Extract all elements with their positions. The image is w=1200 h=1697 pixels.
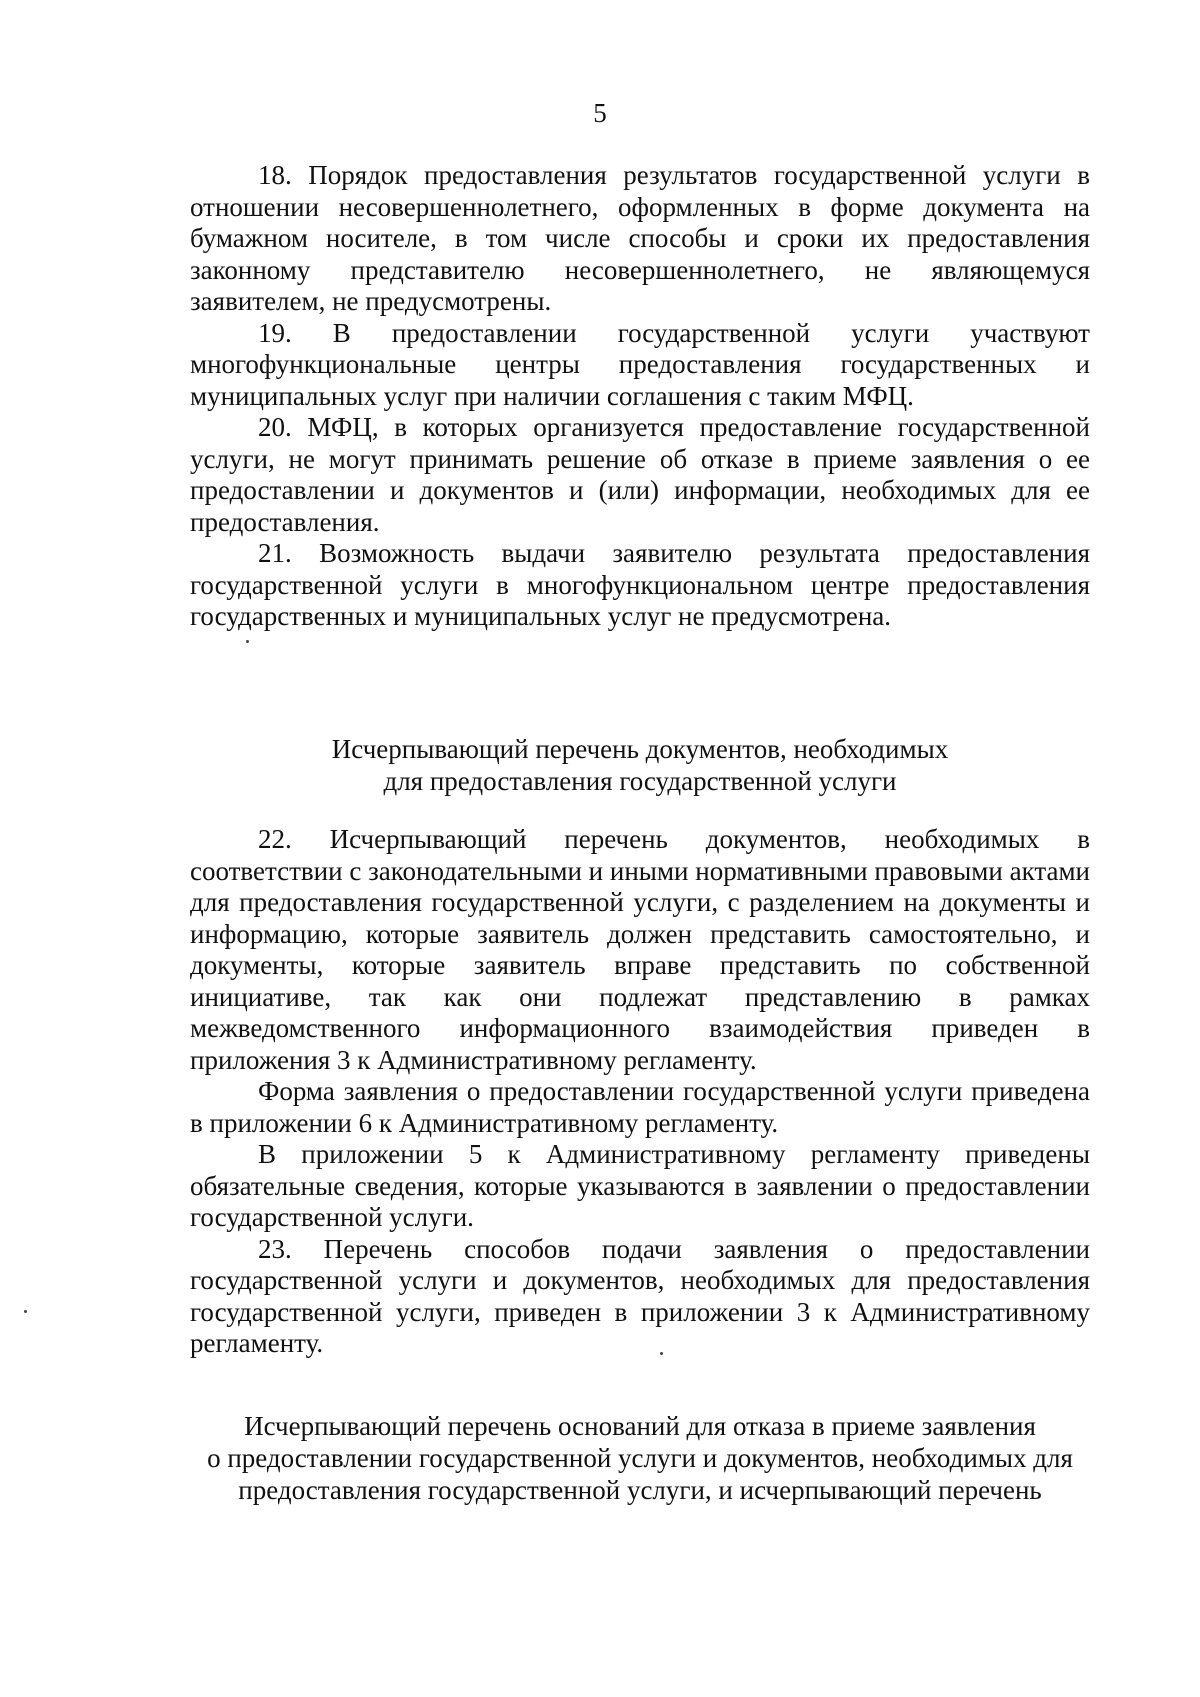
scan-speck [660, 1352, 663, 1355]
section-heading-refusal [160, 1410, 1120, 1506]
paragraph-form: Форма заявления о предоставлении государственной услуги приведена в приложении 6 к Административному регламенту. [190, 1076, 1090, 1138]
paragraph-22: 22. Исчерпывающий перечень документов, необходимых в соответствии с законодательными и иными нормативными правовыми актами для предоставления государственной услуги, с разделением на документы и информацию, которые заявитель должен представить самостоятельно, и документы, которые заявитель вправе представить по собственной инициативе, так как они подлежат представлению в рамках межведомственного информационного взаимодействия приведен в приложения 3 к Административному регламенту. [190, 824, 1090, 1075]
paragraph-18: 18. Порядок предоставления результатов государственной услуги в отношении несовершеннолетнего, оформленных в форме документа на бумажном носителе, в том числе способы и сроки их предоставления законному представителю несовершеннолетнего, не являющемуся заявителем, не предусмотрены. [190, 160, 1090, 316]
section-heading-documents [160, 733, 1120, 797]
paragraph-appendix-5: В приложении 5 к Административному регламенту приведены обязательные сведения, которые указываются в заявлении о предоставлении государственной услуги. [190, 1139, 1090, 1232]
page-number: 5 [593, 98, 607, 128]
section-2-text [190, 824, 1090, 1360]
paragraph-23: 23. Перечень способов подачи заявления о предоставлении государственной услуги и документов, необходимых для предоставления государственной услуги, приведен в приложении 3 к Административному регламенту. [190, 1233, 1090, 1358]
heading-line: для предоставления государственной услуги [383, 766, 897, 796]
paragraph-19: 19. В предоставлении государственной услуги участвуют многофункциональные центры предоставления государственных и муниципальных услуг при наличии соглашения с таким МФЦ. [190, 317, 1090, 411]
paragraph-21: 21. Возможность выдачи заявителю результата предоставления государственной услуги в многофункциональном центре предоставления государственных и муниципальных услуг не предусмотрена. [190, 538, 1090, 631]
scan-speck [24, 1310, 27, 1313]
section-1-text [190, 160, 1090, 633]
heading-line: Исчерпывающий перечень документов, необходимых [331, 734, 949, 764]
scan-speck [246, 640, 249, 643]
heading-line: о предоставлении государственной услуги и документов, необходимых для [207, 1443, 1073, 1473]
paragraph-20: 20. МФЦ, в которых организуется предоставление государственной услуги, не могут принимать решение об отказе в приеме заявления о ее предоставлении и документов и (или) информации, необходимых для ее предоставления. [190, 412, 1090, 537]
heading-line: Исчерпывающий перечень оснований для отказа в приеме заявления [244, 1411, 1036, 1441]
heading-line: предоставления государственной услуги, и исчерпывающий перечень [238, 1475, 1042, 1505]
